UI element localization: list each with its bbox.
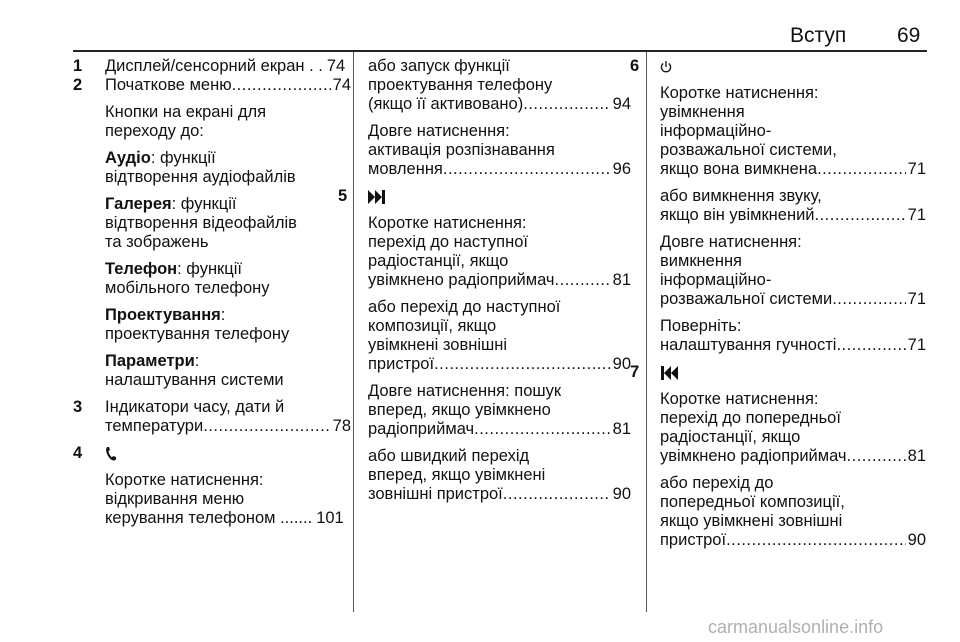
paragraph	[105, 260, 351, 298]
item-number: 1	[73, 57, 83, 75]
text-line: Довге натиснення:	[660, 233, 802, 251]
text: :	[220, 306, 226, 324]
text: : функції	[150, 149, 216, 167]
paragraph	[368, 382, 631, 439]
leader-dots	[815, 206, 906, 225]
page-ref: 90	[612, 485, 631, 503]
list-item	[73, 57, 351, 76]
leader-dots	[203, 417, 330, 436]
leader-dots	[474, 420, 611, 439]
toc-line	[368, 95, 631, 114]
paragraph	[105, 471, 351, 528]
toc-line	[368, 160, 631, 179]
leader-dots	[443, 160, 611, 179]
page-number: 69	[897, 24, 921, 47]
text-line: Коротке натиснення:	[368, 214, 527, 232]
next-track-icon	[368, 187, 631, 206]
page-title: Вступ	[790, 24, 847, 47]
text-line: вперед, якщо увімкнено	[368, 401, 551, 419]
text-line: та зображень	[105, 233, 209, 251]
page-ref: 96	[612, 160, 631, 178]
text-line: або швидкий перехід	[368, 447, 530, 465]
text-line: якщо увімкнені зовнішні	[660, 512, 843, 530]
paragraph	[105, 306, 351, 344]
leader-dots	[832, 290, 905, 309]
text: : функції	[171, 195, 237, 213]
previous-track-icon	[660, 363, 926, 382]
text-line: розважальної системи,	[660, 141, 837, 159]
toc-line	[660, 336, 926, 355]
list-item	[73, 76, 351, 390]
item-text: якщо він увімкнений	[660, 206, 815, 224]
text-line: радіостанції, якщо	[368, 252, 509, 270]
text-line: Коротке натиснення:	[105, 471, 264, 489]
leader-dots	[847, 447, 906, 466]
text-line: Поверніть:	[660, 317, 742, 335]
text-line: радіостанції, якщо	[660, 428, 801, 446]
gallery-label: Галерея	[105, 195, 172, 213]
text-line: композиції, якщо	[368, 317, 497, 335]
item-text: Початкове меню	[105, 76, 232, 94]
item-text: пристрої	[660, 531, 727, 549]
page-ref: 78	[332, 417, 351, 435]
text-line: попередньої композиції,	[660, 493, 845, 511]
column-3	[630, 57, 926, 550]
text-line: вимкнення	[660, 252, 742, 270]
text-line: увімкнені зовнішні	[368, 336, 508, 354]
page-ref: 101	[316, 509, 344, 527]
item-text: якщо вона вимкнена	[660, 160, 818, 178]
page-ref: 74	[326, 57, 346, 75]
text-line: відтворення відеофайлів	[105, 214, 297, 232]
list-item	[73, 444, 351, 528]
text-line: відкривання меню	[105, 490, 245, 508]
text-line: Коротке натиснення:	[660, 390, 819, 408]
paragraph	[660, 233, 926, 309]
toc-line	[660, 447, 926, 466]
page-ref: 94	[612, 95, 631, 113]
column-1	[73, 57, 351, 528]
toc-line	[660, 531, 926, 550]
item-text: радіоприймач	[368, 420, 475, 438]
toc-line	[660, 206, 926, 225]
list-item	[73, 398, 351, 436]
page-ref: 71	[907, 206, 926, 224]
item-number: 4	[73, 444, 83, 462]
paragraph	[660, 84, 926, 179]
item-text: Дисплей/сенсорний екран . .	[105, 57, 323, 75]
leader-dots	[503, 485, 611, 504]
text-line: інформаційно-	[660, 122, 772, 140]
paragraph	[105, 195, 351, 252]
leader-dots	[523, 95, 610, 114]
item-number: 6	[630, 57, 640, 75]
toc-line	[105, 76, 351, 95]
leader-dots	[232, 76, 331, 95]
text-line: активація розпізнавання	[368, 141, 555, 159]
paragraph	[660, 390, 926, 466]
list-item	[338, 187, 631, 504]
text-line: проектування телефону	[368, 76, 553, 94]
paragraph	[368, 57, 631, 114]
toc-line	[368, 355, 631, 374]
text-line	[105, 260, 351, 279]
text-line: або запуск функції	[368, 57, 510, 75]
item-text: керування телефоном .......	[105, 509, 313, 527]
text-line: переходу до:	[105, 122, 204, 140]
text-line: мобільного телефону	[105, 279, 270, 297]
toc-line	[368, 485, 631, 504]
projection-label: Проектування	[105, 306, 221, 324]
settings-label: Параметри	[105, 352, 195, 370]
text-line: налаштування системи	[105, 371, 284, 389]
paragraph	[660, 474, 926, 550]
text-line: або перехід до	[660, 474, 774, 492]
leader-dots	[434, 355, 611, 374]
power-icon	[660, 57, 926, 76]
toc-line	[660, 160, 926, 179]
page-ref: 74	[332, 76, 351, 94]
paragraph	[368, 214, 631, 290]
item-text: увімкнено радіоприймач	[368, 271, 555, 289]
page-ref: 81	[612, 271, 631, 289]
text-line	[105, 195, 351, 214]
text-line: інформаційно-	[660, 271, 772, 289]
phone-handset-icon	[105, 444, 351, 463]
item-number: 5	[338, 187, 348, 205]
page-ref: 90	[907, 531, 926, 549]
leader-dots	[555, 271, 611, 290]
item-text: зовнішні пристрої	[368, 485, 503, 503]
leader-dots	[817, 160, 906, 179]
paragraph	[105, 149, 351, 187]
text-line: відтворення аудіофайлів	[105, 168, 296, 186]
text-line: або перехід до наступної	[368, 298, 561, 316]
text-line: перехід до наступної	[368, 233, 528, 251]
page-ref: 71	[907, 290, 926, 308]
text-line: Індикатори часу, дати й	[105, 398, 285, 416]
item-number: 3	[73, 398, 83, 416]
audio-label: Аудіо	[105, 149, 151, 167]
text-line: або вимкнення звуку,	[660, 187, 822, 205]
toc-line	[105, 417, 351, 436]
text-line	[105, 149, 351, 168]
page-ref: 90	[612, 355, 631, 373]
paragraph	[105, 352, 351, 390]
paragraph	[368, 447, 631, 504]
item-number: 7	[630, 363, 640, 381]
text-line: Коротке натиснення:	[660, 84, 819, 102]
toc-line	[368, 271, 631, 290]
text-line: Кнопки на екрані для	[105, 103, 267, 121]
toc-line	[105, 57, 351, 76]
page-ref: 71	[907, 160, 926, 178]
toc-line	[368, 420, 631, 439]
paragraph	[105, 103, 351, 141]
text-line	[105, 306, 351, 325]
text-line: проектування телефону	[105, 325, 290, 343]
item-number: 2	[73, 76, 83, 94]
text-line	[105, 352, 351, 371]
text-line: вперед, якщо увімкнені	[368, 466, 546, 484]
leader-dots	[726, 531, 906, 550]
text-line: увімкнення	[660, 103, 745, 121]
header-rule	[73, 50, 927, 52]
paragraph	[368, 298, 631, 374]
list-item	[630, 57, 926, 355]
text-line: Довге натиснення: пошук	[368, 382, 562, 400]
page-ref: 81	[907, 447, 926, 465]
toc-line	[660, 290, 926, 309]
toc-line	[105, 509, 351, 528]
item-text: увімкнено радіоприймач	[660, 447, 847, 465]
paragraph	[660, 187, 926, 225]
list-item	[630, 363, 926, 550]
item-text: мовлення	[368, 160, 443, 178]
phone-label: Телефон	[105, 260, 178, 278]
page-ref: 71	[907, 336, 926, 354]
watermark: carmanualsonline.info	[708, 617, 884, 637]
item-text: (якщо її активовано)	[368, 95, 524, 113]
item-text: температури	[105, 417, 204, 435]
text-line: Довге натиснення:	[368, 122, 510, 140]
text: :	[194, 352, 200, 370]
paragraph	[368, 122, 631, 179]
item-text: розважальної системи	[660, 290, 833, 308]
item-text: налаштування гучності	[660, 336, 837, 354]
text-line: перехід до попередньої	[660, 409, 841, 427]
page-ref: 81	[612, 420, 631, 438]
item-text: пристрої	[368, 355, 435, 373]
paragraph	[660, 317, 926, 355]
leader-dots	[836, 336, 905, 355]
text: : функції	[177, 260, 242, 278]
